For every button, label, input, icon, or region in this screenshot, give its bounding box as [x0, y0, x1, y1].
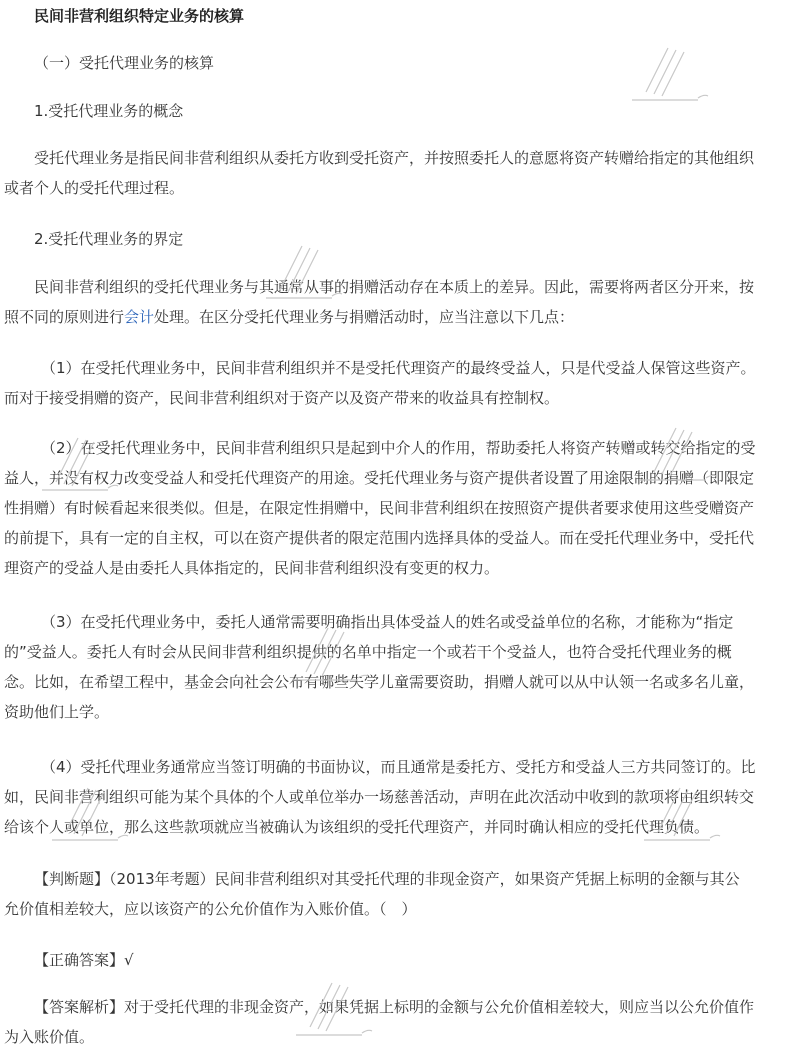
text-line: 性捐赠）有时候看起来很类似。但是，在限定性捐赠中，民间非营利组织在按照资产提供者要求使用这些受赠资产 [4, 499, 755, 517]
heading-concept: 1.受托代理业务的概念 [34, 102, 184, 120]
text-line: （4）受托代理业务通常应当签订明确的书面协议，而且通常是委托方、受托方和受益人三方共同签订的。比 [41, 758, 756, 776]
document-title: 民间非营利组织特定业务的核算 [34, 7, 245, 25]
text-line: （3）在受托代理业务中，委托人通常需要明确指出具体受益人的姓名或受益单位的名称，才能称为“指定 [41, 613, 734, 631]
text-line: （1）在受托代理业务中，民间非营利组织并不是受托代理资产的最终受益人，只是代受益人保管这些资产。 [41, 359, 756, 377]
correct-answer: 【正确答案】√ [34, 951, 134, 969]
text-line: 念。比如，在希望工程中，基金会向社会公布有哪些失学儿童需要资助，捐赠人就可以从中认领一名或多名儿童， [4, 673, 755, 691]
paragraph-analysis [4, 992, 801, 1052]
paragraph-point-2 [4, 433, 801, 583]
text-line: 允价值相差较大，应以该资产的公允价值作为入账价值。（ ） [4, 900, 417, 918]
text-line [4, 302, 801, 332]
text-line: 益人，并没有权力改变受益人和受托代理资产的用途。受托代理业务与资产提供者设置了用途限制的捐赠（即限定 [4, 469, 755, 487]
text-line: 如，民间非营利组织可能为某个具体的个人或单位举办一场慈善活动，声明在此次活动中收到的款项将由组织转交 [4, 788, 755, 806]
text-line: 【答案解析】对于受托代理的非现金资产，如果凭据上标明的金额与公允价值相差较大，则应当以公允价值作 [34, 998, 755, 1016]
watermark-icon [628, 40, 718, 110]
text-segment: 照不同的原则进行 [4, 308, 125, 326]
paragraph-question [4, 864, 801, 924]
section-heading-entrusted-agency: （一）受托代理业务的核算 [34, 54, 215, 72]
text-line: 的前提下，具有一定的自主权，可以在资产提供者的限定范围内选择具体的受益人。而在受托代理业务中，受托代 [4, 529, 755, 547]
paragraph-definition [4, 272, 801, 332]
accounting-link[interactable]: 会计 [124, 308, 155, 326]
paragraph-point-3 [4, 607, 801, 727]
heading-definition: 2.受托代理业务的界定 [34, 230, 184, 248]
text-line: 资助他们上学。 [4, 703, 110, 721]
text-line: 给该个人或单位，那么这些款项就应当被确认为该组织的受托代理资产，并同时确认相应的受托代理负债。 [4, 818, 710, 836]
text-segment: 处理。在区分受托代理业务与捐赠活动时，应当注意以下几点： [154, 308, 575, 326]
text-line: 而对于接受捐赠的资产，民间非营利组织对于资产以及资产带来的收益具有控制权。 [4, 389, 560, 407]
paragraph-point-4 [4, 752, 801, 842]
text-line: 民间非营利组织的受托代理业务与其通常从事的捐赠活动存在本质上的差异。因此，需要将两者区分开来，按 [34, 278, 755, 296]
paragraph-concept [4, 143, 801, 203]
text-line: 【判断题】（2013年考题）民间非营利组织对其受托代理的非现金资产，如果资产凭据上标明的金额与其公 [34, 870, 740, 888]
text-line: 或者个人的受托代理过程。 [4, 179, 185, 197]
paragraph-point-1 [4, 353, 801, 413]
text-line: 受托代理业务是指民间非营利组织从委托方收到受托资产，并按照委托人的意愿将资产转赠给指定的其他组织 [34, 149, 755, 167]
text-line: （2）在受托代理业务中，民间非营利组织只是起到中介人的作用，帮助委托人将资产转赠或转交给指定的受 [41, 439, 756, 457]
text-line: 为入账价值。 [4, 1028, 95, 1046]
text-line: 理资产的受益人是由委托人具体指定的，民间非营利组织没有变更的权力。 [4, 559, 500, 577]
text-line: 的”受益人。委托人有时会从民间非营利组织提供的名单中指定一个或若干个受益人，也符合受托代理业务的概 [4, 643, 732, 661]
